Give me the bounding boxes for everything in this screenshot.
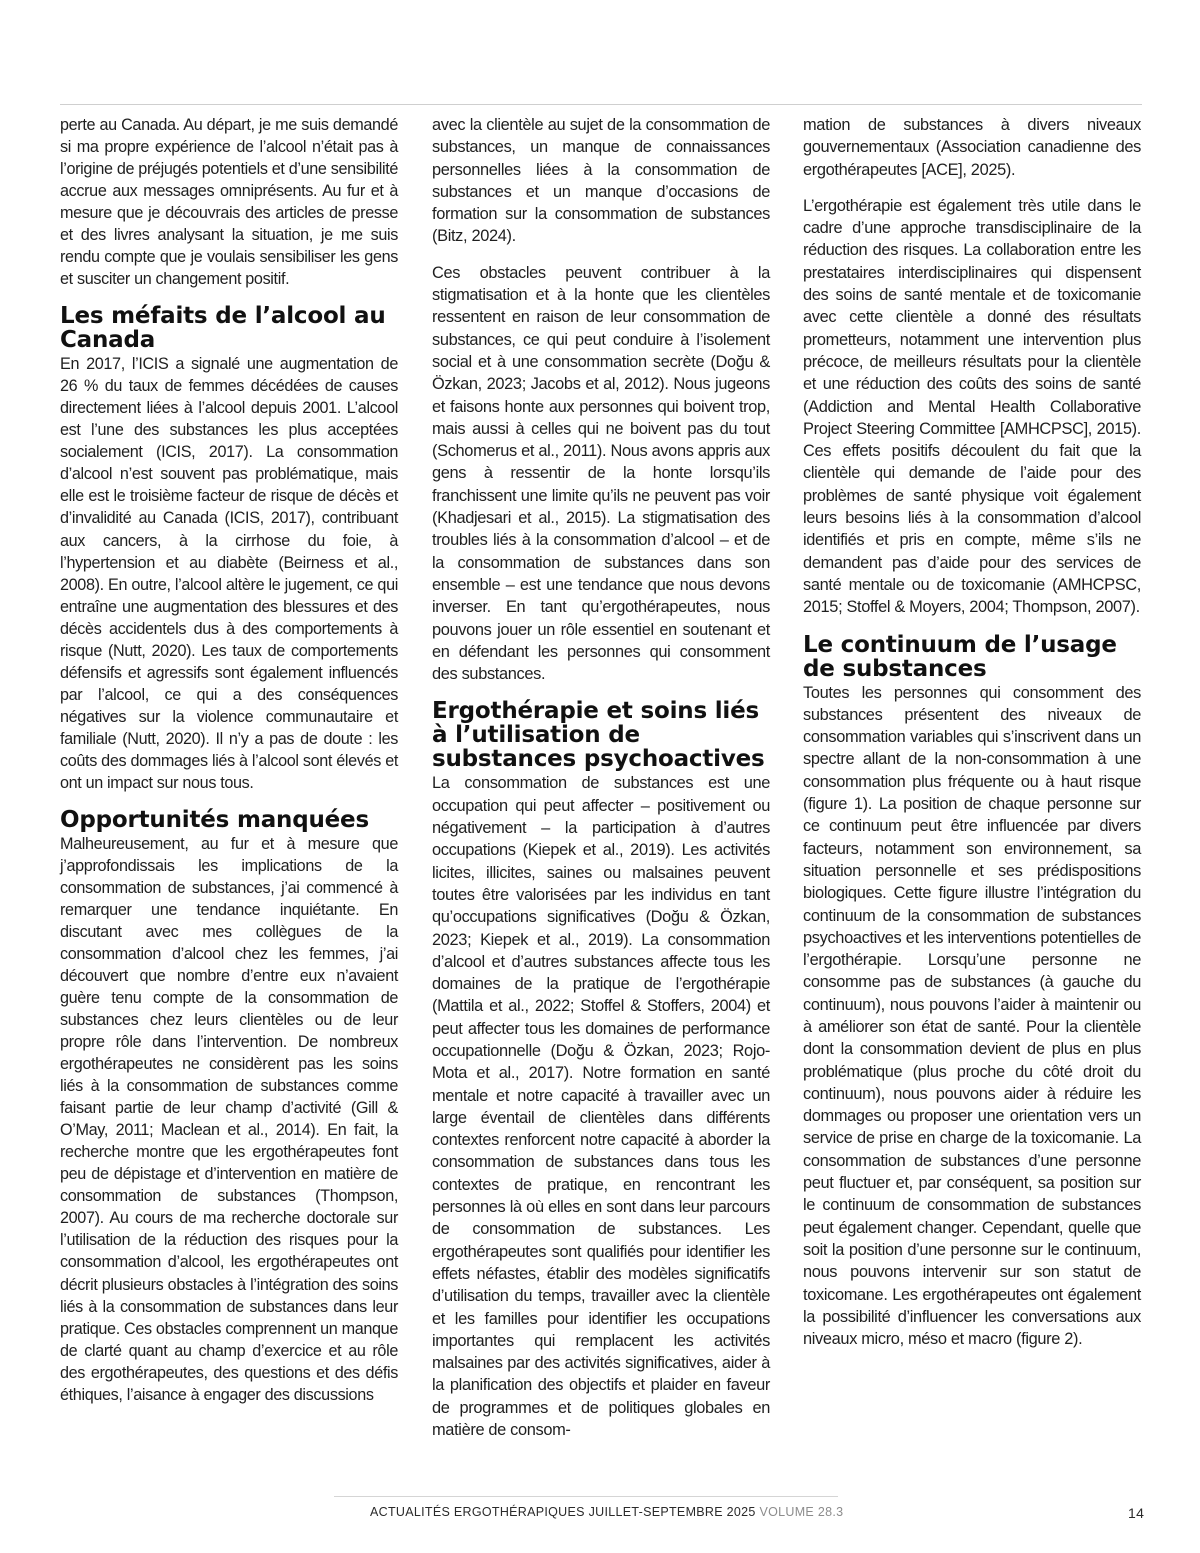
paragraph: L’ergothérapie est également très utile dans le cadre d’une approche transdisciplinaire de la réduction des risques. La collaboration entre les prestataires interdisciplinaires qui dispensent des soins de santé mentale et de toxicomanie avec cette clientèle a donné des résultats prometteurs, notamment une intervention plus précoce, de meilleurs résultats pour la clientèle et une réduction des coûts des soins de santé (Addiction and Mental Health Collaborative Project Steering Committee [AMHCPSC], 2015). Ces effets positifs découlent du fait que la clientèle qui demande de l’aide pour des problèmes de santé physique voit également leurs besoins liés à la consommation d’alcool identifiés et pris en compte, même s’ils ne demandent pas d’aide pour des services de santé mentale ou de toxicomanie (AMHCPSC, 2015; Stoffel & Moyers, 2004; Thompson, 2007). xyxy=(803,196,1141,617)
paragraph: mation de substances à divers niveaux gouvernementaux (Association canadienne des ergothérapeutes [ACE], 2025). xyxy=(803,116,1141,179)
paragraph: Ces obstacles peuvent contribuer à la stigmatisation et à la honte que les clientèles ressentent en raison de leur consommation de substances, ce qui peut conduire à l’isolement social et à une consommation secrète (Doğu & Özkan, 2023; Jacobs et al, 2012). Nous jugeons et faisons honte aux personnes qui boivent trop, mais aussi à celles qui ne boivent pas du tout (Schomerus et al., 2011). Nous avons appris aux gens à ressentir de la honte lorsqu’ils franchissent une limite qu’ils ne peuvent pas voir (Khadjesari et al., 2015). La stigmatisation des troubles liés à la consommation d’alcool – et de la consommation de substances dans son ensemble – est une tendance que nous devons inverser. En tant qu’ergothérapeutes, nous pouvons jouer un rôle essentiel en soutenant et en défendant les personnes qui consomment des substances. xyxy=(432,263,770,684)
paragraph: Malheureusement, au fur et à mesure que j’approfondissais les implications de la consommation de substances, j’ai commencé à remarquer une tendance inquiétante. En discutant avec mes collègues de la consommation d’alcool chez les femmes, j’ai découvert que nombre d’entre eux n’avaient guère tenu compte de la consommation de substances chez leurs clientèles ou de leur propre rôle dans l’intervention. De nombreux ergothérapeutes ne considèrent pas les soins liés à la consommation de substances comme faisant partie de leur champ d’activité (Gill & O’May, 2011; Maclean et al., 2014). En fait, la recherche montre que les ergothérapeutes font peu de dépistage et d’intervention en matière de consommation de substances (Thompson, 2007). Au cours de ma recherche doctorale sur l’utilisation de la réduction des risques pour la consommation d’alcool, les ergothérapeutes ont décrit plusieurs obstacles à l’intégration des soins liés à la consommation de substances dans leur pratique. Ces obstacles comprennent un manque de clarté quant au champ d’exercice et au rôle des ergothérapeutes, des questions et des défis éthiques, l’aisance à engager des discussions xyxy=(60,834,398,1404)
footer-publication xyxy=(370,1505,843,1519)
paragraph: En 2017, l’ICIS a signalé une augmentation de 26 % du taux de femmes décédées de causes directement liées à l’alcool depuis 2001. L’alcool est l’une des substances les plus acceptées socialement (ICIS, 2017). La consommation d’alcool n’est souvent pas problématique, mais elle est le troisième facteur de risque de décès et d’invalidité au Canada (ICIS, 2017), contribuant aux cancers, à la cirrhose du foie, à l’hypertension et au diabète (Beirness et al., 2008). En outre, l’alcool altère le jugement, ce qui entraîne une augmentation des blessures et des décès accidentels dus à des comportements à risque (Nutt, 2020). Les taux de comportements défensifs et agressifs sont également influencés par l’alcool, ce qui a des conséquences négatives sur la violence communautaire et familiale (Nutt, 2020). Il n’y a pas de doute : les coûts des dommages liés à l’alcool sont élevés et ont un impact sur nous tous. xyxy=(60,355,398,792)
top-rule xyxy=(60,104,1142,105)
magazine-name: ACTUALITÉS ERGOTHÉRAPIQUES xyxy=(370,1505,585,1519)
paragraph: Toutes les personnes qui consomment des substances présentent des niveaux de consommation variables qui s’inscrivent dans un spectre allant de la non-consommation à une consommation plus fréquente ou à haut risque (figure 1). La position de chaque personne sur ce continuum peut être influencée par divers facteurs, notamment son environnement, sa situation personnelle et ses prédispositions biologiques. Cette figure illustre l’intégration du continuum de la consommation de substances psychoactives et les interventions potentielles de l’ergothérapie. Lorsqu’une personne ne consomme pas de substances (à gauche du continuum), nous pouvons l’aider à maintenir ou à améliorer son état de santé. Pour la clientèle dont la consommation devient de plus en plus problématique (plus proche du côté droit du continuum), nous pouvons aider à réduire les dommages ou proposer une orientation vers un service de prise en charge de la toxicomanie. La consommation de substances d’une personne peut fluctuer et, par conséquent, sa position sur le continuum de consommation de substances peut également changer. Cependant, quelle que soit la position d’une personne sur le continuum, nous pouvons intervenir sur son statut de toxicomane. Les ergothérapeutes ont également la possibilité d’influencer les conversations aux niveaux micro, méso et macro (figure 2). xyxy=(803,683,1141,1349)
section-heading: Ergothérapie et soins liés à l’utilisation de substances psychoactives xyxy=(432,698,765,773)
column-2 xyxy=(432,114,770,1455)
paragraph: La consommation de substances est une occupation qui peut affecter – positivement ou négativement – la participation à d’autres occupations (Kiepek et al., 2019). Les activités licites, illicites, saines ou malsaines peuvent toutes être valorisées par les individus en tant qu’occupations significatives (Doğu & Özkan, 2023; Kiepek et al., 2019). La consommation d’alcool et d’autres substances affecte tous les domaines de la pratique de l’ergothérapie (Mattila et al., 2022; Stoffel & Stoffers, 2004) et peut affecter tous les domaines de performance occupationnelle (Doğu & Özkan, 2023; Rojo-Mota et al., 2017). Notre formation en santé mentale et notre capacité à travailler avec un large éventail de clientèles dans différents contextes renforcent notre capacité à aborder la consommation de substances dans tous les contextes de pratique, en rencontrant les personnes là où elles en sont dans leur parcours de consommation de substances. Les ergothérapeutes sont qualifiés pour identifier les effets néfastes, établir des modèles significatifs d’utilisation du temps, travailler avec la clientèle et les familles pour identifier les occupations importantes qui remplacent les activités malsaines par des activités significatives, aider à la planification des objectifs et plaider en faveur de programmes et de politiques globales en matière de consom- xyxy=(432,774,770,1440)
column-1 xyxy=(60,114,398,1420)
section-heading: Les méfaits de l’alcool au Canada xyxy=(60,303,386,354)
issue-date: JUILLET-SEPTEMBRE 2025 xyxy=(588,1505,756,1519)
section-heading: Le continuum de l’usage de substances xyxy=(803,631,1117,682)
paragraph: perte au Canada. Au départ, je me suis demandé si ma propre expérience de l’alcool n’était pas à l’origine de préjugés potentiels et d’une sensibilité accrue aux messages omniprésents. Au fur et à mesure que je découvrais des articles de presse et des livres analysant la situation, je me suis rendu compte que je voulais sensibiliser les gens et susciter un changement positif. xyxy=(60,116,398,289)
paragraph: avec la clientèle au sujet de la consommation de substances, un manque de connaissances personnelles liées à la consommation de substances et un manque d’occasions de formation sur la consommation de substances (Bitz, 2024). xyxy=(432,116,770,246)
page-number: 14 xyxy=(1128,1505,1145,1521)
column-3 xyxy=(803,114,1141,1364)
footer-rule xyxy=(334,1496,838,1497)
section-heading: Opportunités manquées xyxy=(60,806,369,833)
volume-number: VOLUME 28.3 xyxy=(759,1505,844,1519)
